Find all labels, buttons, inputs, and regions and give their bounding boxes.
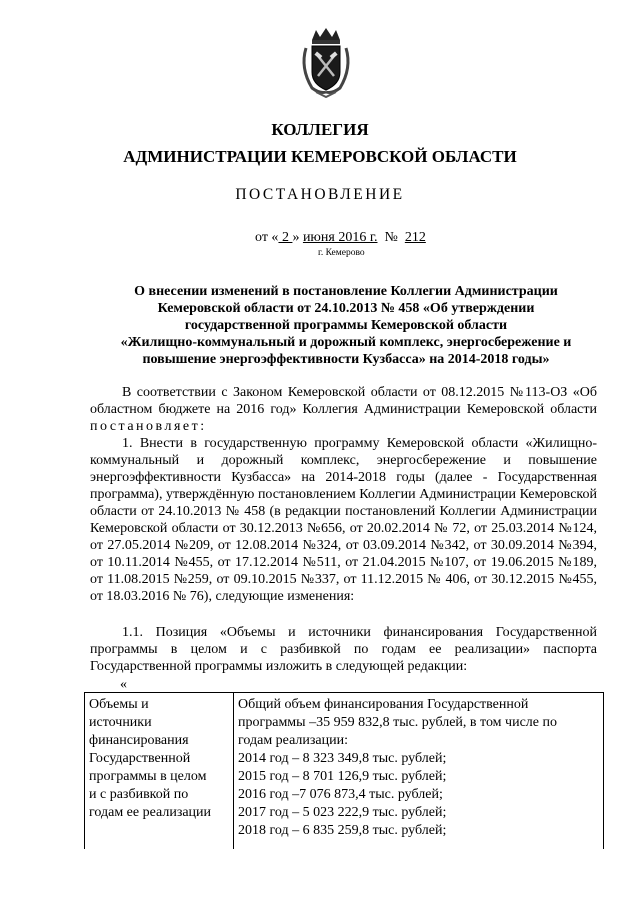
passport-table: [84, 692, 604, 849]
decree-word: постановляет:: [90, 419, 207, 434]
title-line: «Жилищно-коммунальный и дорожный комплекс, энергосбережение и: [120, 335, 572, 350]
title-line: Кемеровской области от 24.10.2013 № 458 «Об утверждении: [157, 301, 535, 316]
document-date-number: [255, 230, 426, 246]
preamble-text: В соответствии с Законом Кемеровской области от 08.12.2015 №113-ОЗ «Об областном бюджете на 2016 год» Коллегия Администрации Кемеровской области: [90, 385, 597, 417]
table-cell-label: Объемы и источники финансирования Государственной программы в целом и с разбивкой по годам ее реализации: [85, 693, 234, 850]
date-prefix: от «: [255, 230, 279, 245]
paragraph-item-1-1: [90, 624, 597, 675]
city: г. Кемерово: [318, 248, 365, 258]
paragraph-item-1: [90, 435, 597, 605]
item-text: Внести в государственную программу Кемеровской области «Жилищно-коммунальный и дорожный комплекс, энергосбережение и повышение энергоэффективности Кузбасса» на 2014-2018 годы (далее - Государственная программа), утверждённую постановлением Коллегии Администрации Кемеровской области от 24.10.2013 № 458 (в редакции постановлений Коллегии Администрации Кемеровской области от 30.12.2013 №656, от 20.02.2014 № 72, от 25.03.2014 №124, от 27.05.2014 №209, от 12.08.2014 №324, от 03.09.2014 №342, от 30.09.2014 №394, от 10.11.2014 №455, от 17.12.2014 №511, от 21.04.2015 №107, от 19.06.2015 №189, от 11.08.2015 №259, от 09.10.2015 №337, от 11.12.2015 № 406, от 30.12.2015 №455, от 18.03.2016 № 76), следующие изменения:: [90, 436, 598, 604]
org-name-line1: КОЛЛЕГИЯ: [271, 120, 369, 139]
kemerovo-coat-of-arms-icon: [298, 26, 354, 98]
document-number: 212: [404, 230, 426, 245]
title-line: государственной программы Кемеровской области: [184, 318, 508, 333]
org-name-line2: АДМИНИСТРАЦИИ КЕМЕРОВСКОЙ ОБЛАСТИ: [123, 147, 517, 166]
date-mid: »: [292, 230, 303, 245]
number-sign: №: [377, 230, 405, 245]
date-month-year: июня 2016 г.: [302, 230, 378, 245]
document-title: [96, 283, 596, 368]
date-day: 2: [278, 230, 293, 245]
document-type: ПОСТАНОВЛЕНИЕ: [235, 186, 405, 203]
paragraph-preamble: [90, 384, 597, 435]
item-text: 1.1. Позиция «Объемы и источники финансирования Государственной программы в целом и с разбивкой по годам ее реализации» паспорта Государственной программы изложить в следующей редакции:: [90, 625, 597, 674]
title-line: О внесении изменений в постановление Коллегии Администрации: [134, 284, 558, 299]
table-row: [85, 693, 604, 850]
title-line: повышение энергоэффективности Кузбасса» на 2014-2018 годы»: [142, 352, 550, 367]
opening-quote: «: [120, 677, 127, 692]
table-cell-value: Общий объем финансирования Государственной программы –35 959 832,8 тыс. рублей, в том числе по годам реализации: 2014 год – 8 323 349,8 тыс. рублей; 2015 год – 8 701 126,9 тыс. рублей; 2016 год –7 076 873,4 тыс. рублей; 2017 год – 5 023 222,9 тыс. рублей; 2018 год – 6 835 259,8 тыс. рублей;: [234, 693, 604, 850]
item-number: 1.: [122, 436, 133, 451]
